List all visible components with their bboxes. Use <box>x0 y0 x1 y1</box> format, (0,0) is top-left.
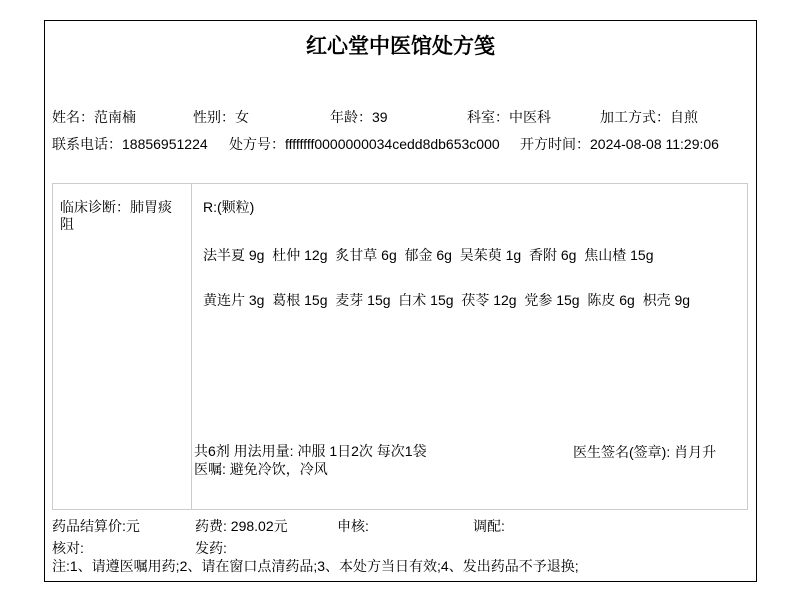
patient-gender-field <box>193 109 249 125</box>
footer-note: 注:1、请遵医嘱用药;2、请在窗口点清药品;3、本处方当日有效;4、发出药品不予退换; <box>52 558 579 574</box>
processing-method-value: 自煎 <box>670 109 698 125</box>
settle-price-value: 元 <box>125 518 140 534</box>
fee-value: 298.02元 <box>230 518 288 534</box>
rx-number-label: 处方号： <box>229 136 285 152</box>
patient-age-value: 39 <box>372 109 388 125</box>
settle-price-field <box>52 518 140 534</box>
patient-department-field <box>467 109 551 125</box>
usage-block <box>194 442 427 478</box>
dispense-field: 发药: <box>195 540 227 556</box>
medicine-line: 黄连片 3g 葛根 15g 麦芽 15g 白术 15g 茯苓 12g 党参 15g 陈皮 6g 枳壳 9g <box>203 292 691 308</box>
review-field: 申核: <box>337 518 369 534</box>
patient-name-value: 范南楠 <box>94 109 136 125</box>
usage-line: 共6剂 用法用量: 冲服 1日2次 每次1袋 <box>194 443 427 459</box>
page-title: 红心堂中医馆处方笺 <box>306 35 495 58</box>
issue-time-value: 2024-08-08 11:29:06 <box>590 136 719 152</box>
issue-time-field <box>520 136 719 152</box>
fee-label: 药费: <box>195 518 231 534</box>
fee-field <box>195 518 288 534</box>
rx-number-field <box>229 136 500 152</box>
patient-phone-label: 联系电话： <box>52 136 122 152</box>
patient-gender-label: 性别： <box>193 109 235 125</box>
processing-method-field <box>600 109 698 125</box>
patient-phone-field <box>52 136 208 152</box>
prescription-table <box>52 183 748 510</box>
compound-field: 调配: <box>473 518 505 534</box>
patient-name-field <box>52 109 136 125</box>
issue-time-label: 开方时间： <box>520 136 590 152</box>
check-field: 核对: <box>52 540 84 556</box>
patient-name-label: 姓名： <box>52 109 94 125</box>
rx-cell <box>192 184 747 509</box>
medicine-line: 法半夏 9g 杜仲 12g 炙甘草 6g 郁金 6g 吴茱萸 1g 香附 6g 焦山楂 15g <box>203 247 654 263</box>
rx-form-header: R:(颗粒) <box>203 199 255 215</box>
doctor-signature <box>573 442 725 462</box>
prescription-page <box>44 20 757 582</box>
diagnosis-label: 临床诊断： <box>60 199 130 215</box>
advice-line: 医嘱: 避免冷饮，冷风 <box>194 461 328 477</box>
diagnosis-value: 肺胃痰阻 <box>60 199 172 232</box>
processing-method-label: 加工方式： <box>600 109 670 125</box>
patient-age-field <box>330 109 388 125</box>
patient-age-label: 年龄： <box>330 109 372 125</box>
patient-department-label: 科室： <box>467 109 509 125</box>
doctor-signature-value: 肖月升 <box>674 444 717 460</box>
patient-gender-value: 女 <box>235 109 249 125</box>
settle-price-label: 药品结算价: <box>52 518 126 534</box>
doctor-signature-label: 医生签名(签章): <box>573 444 675 460</box>
diagnosis-cell <box>53 184 192 509</box>
rx-number-value: ffffffff0000000034cedd8db653c000 <box>285 136 500 152</box>
patient-phone-value: 18856951224 <box>122 136 208 152</box>
patient-department-value: 中医科 <box>509 109 551 125</box>
